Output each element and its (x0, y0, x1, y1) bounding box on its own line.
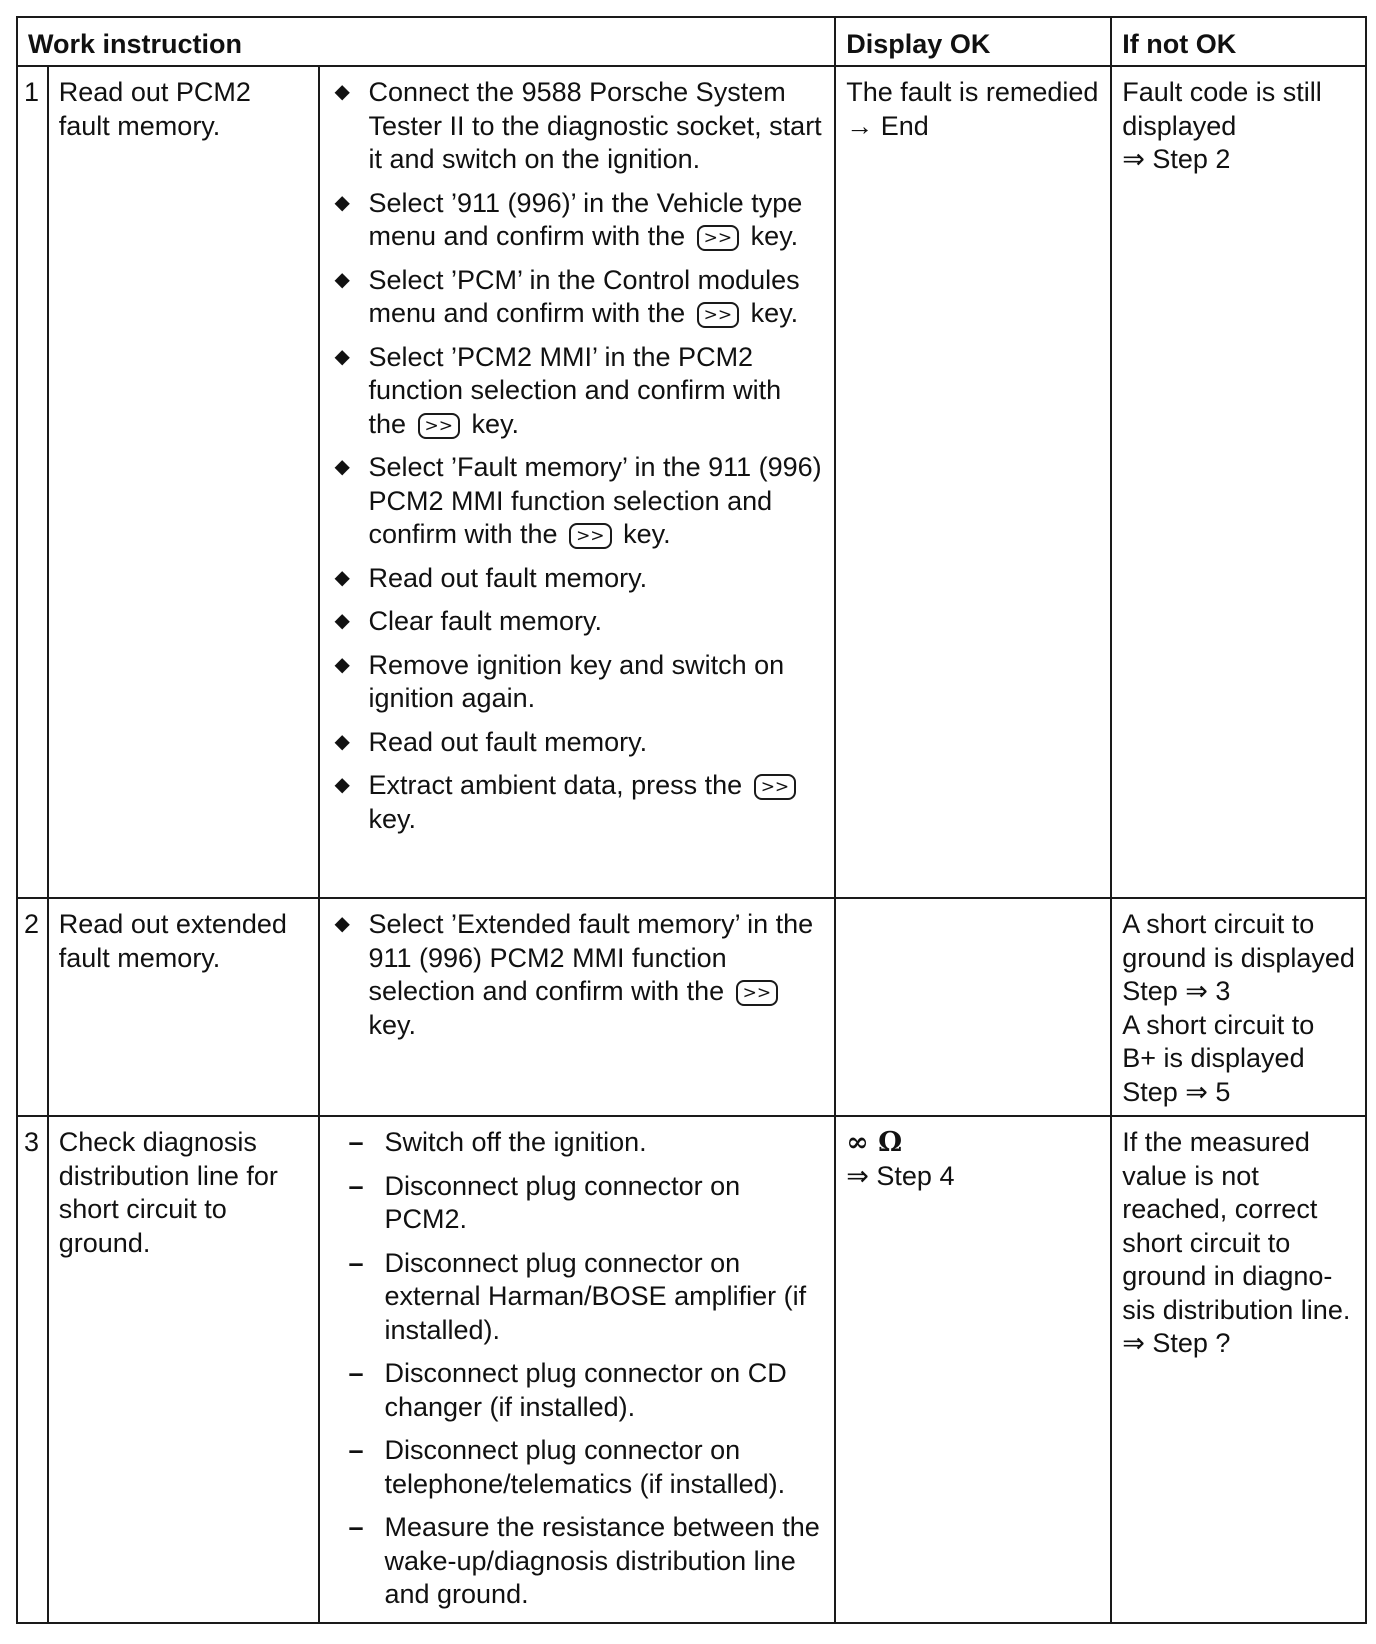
diamond-bullet-icon: ◆ (334, 653, 350, 676)
list-item (334, 1511, 824, 1612)
if-not-ok-text: Step ⇒ 3 (1122, 976, 1231, 1006)
display-ok-cell (835, 898, 1111, 1116)
dash-bullet-icon: – (348, 1358, 364, 1388)
instruction-text: Connect the 9588 Porsche System Tester II to the diagnostic socket, start it and switch on the ignition. (368, 77, 822, 174)
table-row (17, 66, 1366, 898)
if-not-ok-cell (1111, 898, 1366, 1116)
list-item (334, 1247, 824, 1348)
list-item (334, 605, 824, 639)
next-key-icon: >> (697, 225, 740, 251)
instruction-text: Extract ambient data, press the (368, 770, 743, 800)
diamond-bullet-icon: ◆ (334, 566, 350, 589)
list-item (334, 341, 824, 442)
next-key-icon: >> (697, 302, 740, 328)
diamond-bullet-icon: ◆ (334, 81, 350, 103)
if-not-ok-text: sis distribution line. (1122, 1294, 1351, 1325)
next-key-icon: >> (569, 523, 612, 549)
diamond-bullet-icon: ◆ (334, 268, 350, 291)
if-not-ok-text: If the measured (1122, 1127, 1310, 1157)
list-item (334, 1357, 824, 1424)
if-not-ok-text: B+ is displayed (1122, 1043, 1305, 1073)
instruction-text: Read out fault memory. (368, 562, 648, 593)
if-not-ok-text: Step ⇒ 5 (1122, 1076, 1231, 1107)
next-key-icon: >> (418, 413, 461, 439)
if-not-ok-text: ground in diagno- (1122, 1261, 1333, 1291)
next-key-icon: >> (754, 774, 797, 800)
step-instructions (319, 1116, 835, 1623)
if-not-ok-text: Fault code is still (1122, 77, 1322, 107)
diamond-bullet-icon: ◆ (334, 191, 350, 214)
if-not-ok-text: A short circuit to (1122, 1009, 1315, 1040)
display-ok-cell (835, 1116, 1111, 1623)
instruction-text: Select ’PCM’ in the Control modules menu and confirm with the (368, 264, 800, 328)
display-ok-text: → End (846, 110, 929, 141)
if-not-ok-text: reached, correct (1122, 1194, 1318, 1224)
header-row (17, 17, 1366, 66)
diamond-bullet-icon: ◆ (334, 456, 350, 478)
step-number: 1 (17, 66, 48, 898)
list-item (334, 1434, 824, 1501)
header-if-not-ok: If not OK (1111, 17, 1366, 66)
diamond-bullet-icon: ◆ (334, 730, 350, 753)
dash-bullet-icon: – (348, 1512, 364, 1542)
instruction-text: key. (471, 408, 520, 439)
header-work-instruction: Work instruction (17, 17, 835, 66)
list-item (334, 187, 824, 254)
dash-bullet-icon: – (348, 1247, 364, 1278)
list-item (334, 562, 824, 596)
if-not-ok-text: ⇒ Step ? (1122, 1328, 1231, 1358)
table-row (17, 898, 1366, 1116)
instruction-text: Clear fault memory. (368, 606, 603, 636)
instruction-text: key. (750, 221, 799, 251)
instruction-text: Disconnect plug connector on external Harman/BOSE amplifier (if installed). (384, 1247, 807, 1345)
step-number: 2 (17, 898, 48, 1116)
display-ok-text: ∞ Ω (846, 1127, 903, 1158)
if-not-ok-cell (1111, 1116, 1366, 1623)
step-instructions (319, 898, 835, 1116)
dash-bullet-icon: – (348, 1127, 364, 1157)
header-display-ok: Display OK (835, 17, 1111, 66)
list-item (334, 726, 824, 760)
if-not-ok-text: short circuit to (1122, 1227, 1291, 1258)
list-item (334, 76, 824, 177)
list-item (334, 264, 824, 331)
list-item (334, 1126, 824, 1160)
step-number: 3 (17, 1116, 48, 1623)
work-instruction-table (16, 16, 1367, 1624)
list-item (334, 1170, 824, 1237)
instruction-text: Disconnect plug connector on CD changer (if installed). (384, 1358, 787, 1422)
instruction-text: key. (368, 803, 416, 834)
step-task: Check diagnosis distribution line for short circuit to ground. (48, 1116, 320, 1623)
step-task: Read out PCM2 fault memory. (48, 66, 320, 898)
next-key-icon: >> (736, 980, 779, 1006)
instruction-text: key. (750, 298, 799, 328)
step-instructions (319, 66, 835, 898)
instruction-text: Select ’Extended fault memory’ in the 911 (996) PCM2 MMI function selection and confirm with the (368, 909, 814, 1006)
diamond-bullet-icon: ◆ (334, 610, 350, 632)
instruction-text: Select ’PCM2 MMI’ in the PCM2 function selection and confirm with the (368, 341, 782, 439)
display-ok-cell (835, 66, 1111, 898)
step-task: Read out extended fault memory. (48, 898, 320, 1116)
display-ok-text: ⇒ Step 4 (846, 1160, 955, 1191)
instruction-text: Measure the resistance between the wake-up/diagnosis distribution line and ground. (384, 1512, 820, 1609)
instruction-text: Select ’911 (996)’ in the Vehicle type menu and confirm with the (368, 187, 803, 251)
instruction-text: key. (623, 519, 671, 549)
display-ok-text: The fault is remedied (846, 77, 1099, 107)
if-not-ok-text: ground is displayed (1122, 942, 1355, 973)
list-item (334, 769, 824, 836)
if-not-ok-text: A short circuit to (1122, 909, 1315, 939)
if-not-ok-text: ⇒ Step 2 (1122, 144, 1231, 174)
list-item (334, 649, 824, 716)
diamond-bullet-icon: ◆ (334, 345, 350, 368)
if-not-ok-text: displayed (1122, 110, 1237, 141)
diamond-bullet-icon: ◆ (334, 913, 350, 935)
if-not-ok-cell (1111, 66, 1366, 898)
if-not-ok-text: value is not (1122, 1160, 1259, 1191)
instruction-text: Disconnect plug connector on PCM2. (384, 1170, 741, 1234)
instruction-text: Read out fault memory. (368, 726, 648, 757)
instruction-text: key. (368, 1009, 416, 1040)
instruction-text: Remove ignition key and switch on ignition again. (368, 649, 785, 713)
list-item (334, 908, 824, 1042)
instruction-text: Disconnect plug connector on telephone/telematics (if installed). (384, 1435, 786, 1499)
instruction-text: Select ’Fault memory’ in the 911 (996) PCM2 MMI function selection and confirm with the (368, 452, 822, 549)
instruction-text: Switch off the ignition. (384, 1127, 647, 1157)
table-row (17, 1116, 1366, 1623)
dash-bullet-icon: – (348, 1435, 364, 1465)
list-item (334, 451, 824, 552)
diamond-bullet-icon: ◆ (334, 774, 350, 796)
dash-bullet-icon: – (348, 1170, 364, 1201)
